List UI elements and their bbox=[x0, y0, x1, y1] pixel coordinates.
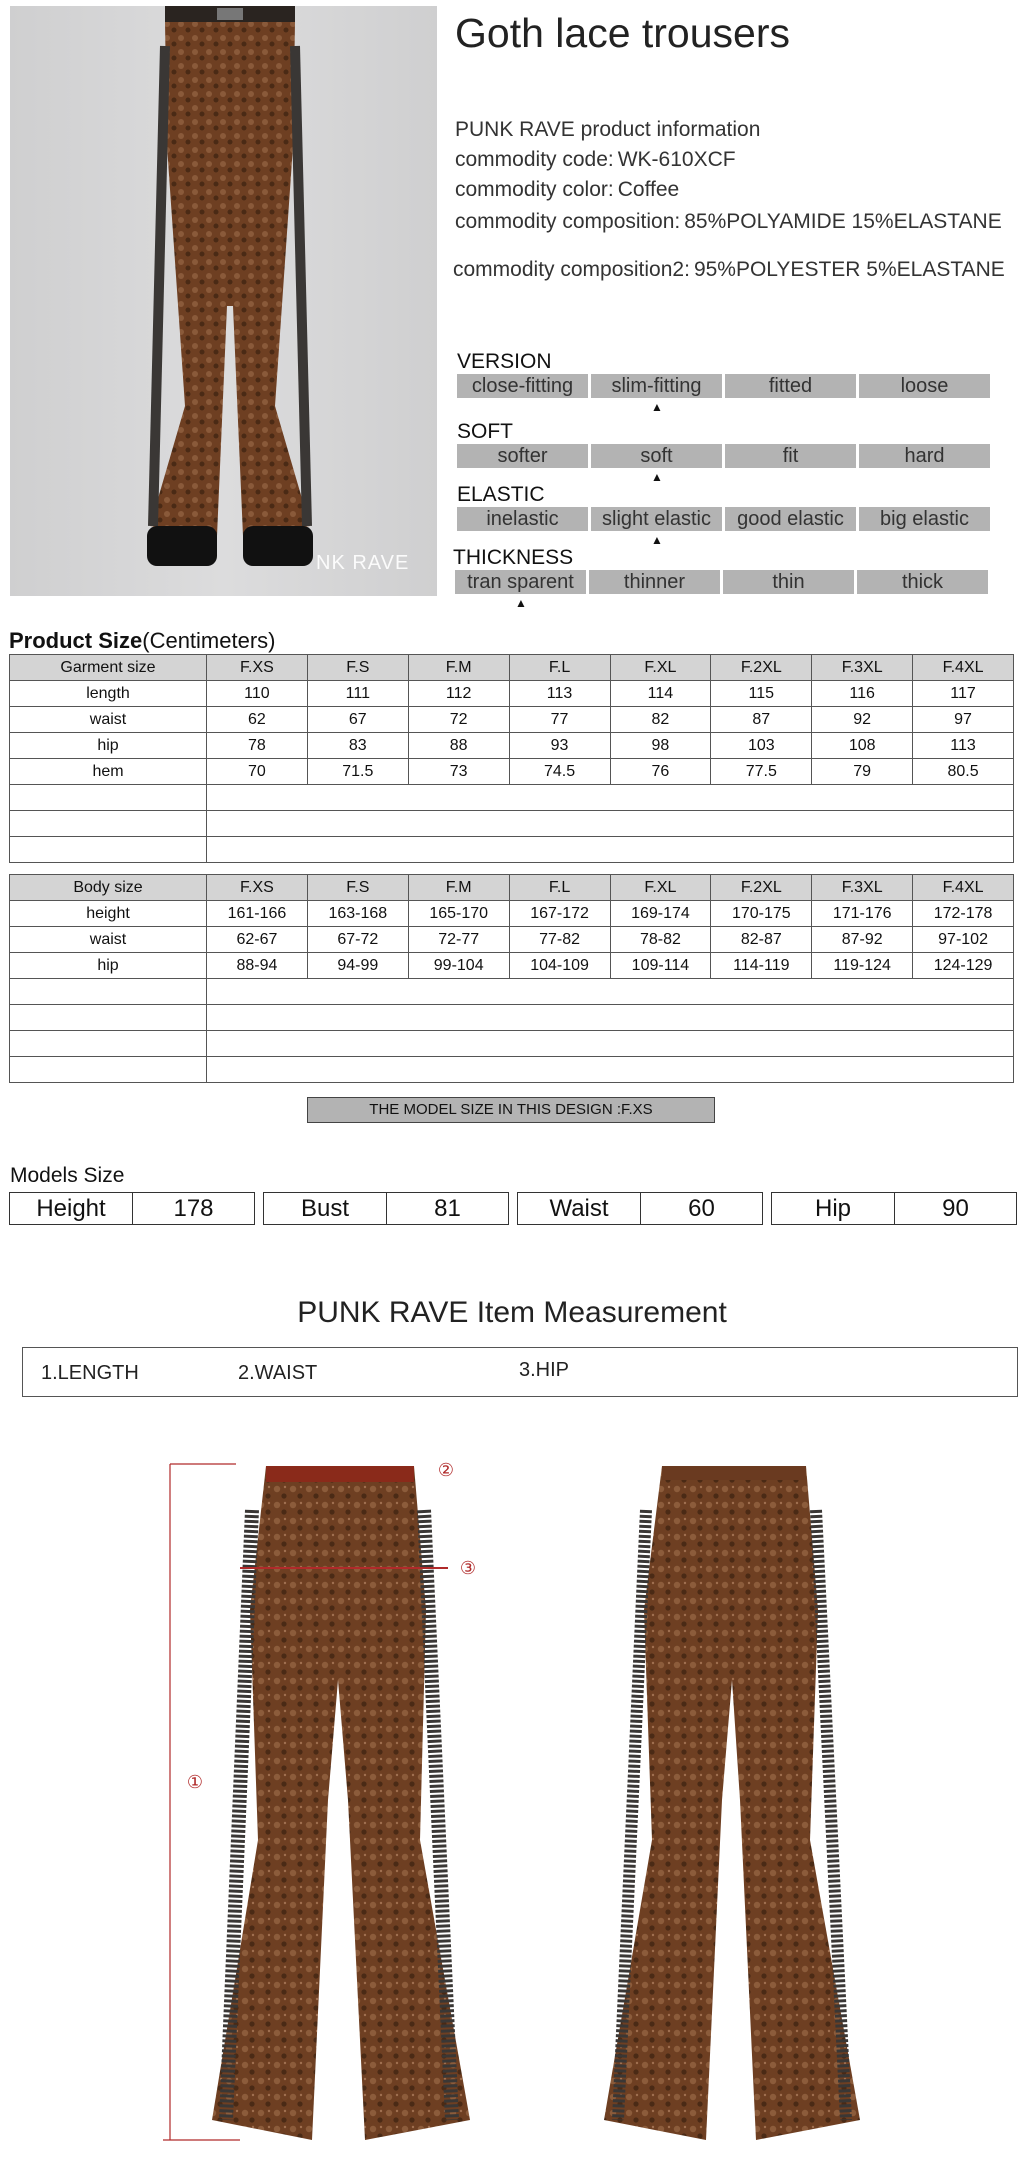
commodity-composition2-line bbox=[453, 258, 1005, 282]
model-size-banner: THE MODEL SIZE IN THIS DESIGN :F.XS bbox=[307, 1097, 715, 1123]
commodity-composition-value: 85%POLYAMIDE 15%ELASTANE bbox=[684, 210, 1002, 233]
table-cell: 99-104 bbox=[408, 953, 509, 979]
table-empty-row bbox=[10, 1057, 1014, 1083]
table-empty-row bbox=[10, 837, 1014, 863]
table-cell: 67-72 bbox=[307, 927, 408, 953]
table-cell: 87 bbox=[711, 707, 812, 733]
table-cell: height bbox=[10, 901, 207, 927]
table-empty-row bbox=[10, 1031, 1014, 1057]
table-cell: 72 bbox=[408, 707, 509, 733]
table-cell: 114 bbox=[610, 681, 711, 707]
table-cell: 103 bbox=[711, 733, 812, 759]
commodity-color-value: Coffee bbox=[617, 178, 680, 201]
brand-watermark: NK RAVE bbox=[316, 552, 410, 574]
model-measure-value: 178 bbox=[132, 1193, 254, 1224]
garment-size-table bbox=[9, 654, 1014, 863]
table-empty-row bbox=[10, 1005, 1014, 1031]
attr-option: good elastic bbox=[725, 507, 856, 531]
model-measure-value: 90 bbox=[894, 1193, 1016, 1224]
table-header-row bbox=[10, 875, 1014, 901]
table-cell: 70 bbox=[207, 759, 308, 785]
attr-option: thick bbox=[857, 570, 988, 594]
table-header-cell: F.XS bbox=[207, 875, 308, 901]
table-cell: 113 bbox=[913, 733, 1014, 759]
table-header-row bbox=[10, 655, 1014, 681]
model-measure-value: 60 bbox=[640, 1193, 762, 1224]
table-header-cell: F.XL bbox=[610, 655, 711, 681]
table-cell: 87-92 bbox=[812, 927, 913, 953]
table-cell: 171-176 bbox=[812, 901, 913, 927]
model-measure-label: Bust bbox=[300, 1195, 350, 1222]
table-cell: 77-82 bbox=[509, 927, 610, 953]
marker-waist: ② bbox=[437, 1460, 455, 1481]
table-header-cell: F.XS bbox=[207, 655, 308, 681]
table-cell: 74.5 bbox=[509, 759, 610, 785]
table-cell: 88-94 bbox=[207, 953, 308, 979]
table-cell: 124-129 bbox=[913, 953, 1014, 979]
table-header-cell: F.M bbox=[408, 875, 509, 901]
attr-option: fitted bbox=[725, 374, 856, 398]
table-cell: waist bbox=[10, 927, 207, 953]
brand-info-line: PUNK RAVE product information bbox=[455, 118, 761, 141]
commodity-color-line bbox=[455, 178, 679, 202]
product-photo bbox=[10, 6, 437, 596]
table-cell: 98 bbox=[610, 733, 711, 759]
commodity-code-line bbox=[455, 148, 736, 172]
attr-scale-version bbox=[457, 374, 990, 398]
table-cell bbox=[207, 1057, 1014, 1083]
table-header-cell: F.XL bbox=[610, 875, 711, 901]
attr-option: tran sparent bbox=[455, 570, 586, 594]
table-cell: 172-178 bbox=[913, 901, 1014, 927]
table-cell: 108 bbox=[812, 733, 913, 759]
attr-scale-thickness bbox=[455, 570, 988, 594]
body-size-table bbox=[9, 874, 1014, 1083]
table-cell bbox=[207, 811, 1014, 837]
table-cell bbox=[10, 811, 207, 837]
table-header-cell: F.L bbox=[509, 655, 610, 681]
table-row bbox=[10, 733, 1014, 759]
table-header-cell: F.L bbox=[509, 875, 610, 901]
table-cell: 167-172 bbox=[509, 901, 610, 927]
table-cell: 97-102 bbox=[913, 927, 1014, 953]
attr-label-soft: SOFT bbox=[457, 420, 513, 443]
table-empty-row bbox=[10, 811, 1014, 837]
table-header-cell: F.3XL bbox=[812, 655, 913, 681]
table-cell: hem bbox=[10, 759, 207, 785]
table-cell: 62 bbox=[207, 707, 308, 733]
attr-scale-elastic bbox=[457, 507, 990, 531]
selected-marker-icon: ▲ bbox=[651, 470, 663, 484]
table-cell bbox=[207, 979, 1014, 1005]
attr-label-version: VERSION bbox=[457, 350, 552, 373]
table-cell bbox=[207, 1031, 1014, 1057]
table-cell: 163-168 bbox=[307, 901, 408, 927]
table-cell: 82 bbox=[610, 707, 711, 733]
table-cell bbox=[10, 1031, 207, 1057]
table-cell: 78-82 bbox=[610, 927, 711, 953]
table-cell bbox=[207, 1005, 1014, 1031]
table-row bbox=[10, 681, 1014, 707]
table-cell bbox=[10, 837, 207, 863]
table-cell: hip bbox=[10, 953, 207, 979]
table-cell bbox=[207, 785, 1014, 811]
table-cell: hip bbox=[10, 733, 207, 759]
attr-option: soft bbox=[591, 444, 722, 468]
table-empty-row bbox=[10, 979, 1014, 1005]
table-empty-row bbox=[10, 785, 1014, 811]
commodity-code-label: commodity code: bbox=[455, 148, 614, 171]
attr-scale-soft bbox=[457, 444, 990, 468]
measurement-item-length: 1.LENGTH bbox=[41, 1362, 139, 1384]
table-cell bbox=[10, 785, 207, 811]
model-measure-value: 81 bbox=[386, 1193, 508, 1224]
model-measure-bust bbox=[263, 1192, 509, 1225]
selected-marker-icon: ▲ bbox=[651, 533, 663, 547]
attr-option: slim-fitting bbox=[591, 374, 722, 398]
table-cell: 72-77 bbox=[408, 927, 509, 953]
model-measure-label: Hip bbox=[814, 1195, 851, 1222]
table-cell: 92 bbox=[812, 707, 913, 733]
product-size-unit: (Centimeters) bbox=[142, 628, 276, 653]
model-measure-hip bbox=[771, 1192, 1017, 1225]
attr-option: close-fitting bbox=[457, 374, 588, 398]
table-header-cell: F.2XL bbox=[711, 875, 812, 901]
table-cell: 169-174 bbox=[610, 901, 711, 927]
attr-option: thin bbox=[723, 570, 854, 594]
models-size-title: Models Size bbox=[10, 1164, 125, 1187]
table-cell: 97 bbox=[913, 707, 1014, 733]
attr-label-elastic: ELASTIC bbox=[457, 483, 545, 506]
table-header-cell: F.S bbox=[307, 875, 408, 901]
table-cell: 73 bbox=[408, 759, 509, 785]
table-header-cell: F.2XL bbox=[711, 655, 812, 681]
models-size-row bbox=[9, 1192, 1017, 1225]
measurement-diagram bbox=[0, 1420, 1024, 2160]
table-cell bbox=[207, 837, 1014, 863]
table-header-cell: Body size bbox=[10, 875, 207, 901]
table-cell: 62-67 bbox=[207, 927, 308, 953]
table-cell: 115 bbox=[711, 681, 812, 707]
attr-option: inelastic bbox=[457, 507, 588, 531]
attr-option: loose bbox=[859, 374, 990, 398]
table-row bbox=[10, 759, 1014, 785]
marker-hip: ③ bbox=[459, 1558, 477, 1579]
table-cell: 113 bbox=[509, 681, 610, 707]
table-cell: 117 bbox=[913, 681, 1014, 707]
table-cell: 78 bbox=[207, 733, 308, 759]
model-measure-height bbox=[9, 1192, 255, 1225]
table-cell: 83 bbox=[307, 733, 408, 759]
table-cell: 79 bbox=[812, 759, 913, 785]
measurement-item-hip: 3.HIP bbox=[519, 1359, 570, 1381]
model-measure-label: Height bbox=[36, 1195, 106, 1222]
product-size-title bbox=[9, 628, 276, 654]
table-row bbox=[10, 901, 1014, 927]
commodity-composition-label: commodity composition: bbox=[455, 210, 681, 233]
table-header-cell: F.4XL bbox=[913, 875, 1014, 901]
trousers-back-illustration bbox=[604, 1466, 860, 2140]
table-header-cell: Garment size bbox=[10, 655, 207, 681]
table-cell: 109-114 bbox=[610, 953, 711, 979]
attr-option: hard bbox=[859, 444, 990, 468]
lace-trousers-front-illustration bbox=[135, 6, 325, 566]
measurement-legend bbox=[22, 1347, 1018, 1397]
table-cell: 77 bbox=[509, 707, 610, 733]
commodity-color-label: commodity color: bbox=[455, 178, 614, 201]
table-header-cell: F.4XL bbox=[913, 655, 1014, 681]
table-cell: 114-119 bbox=[711, 953, 812, 979]
selected-marker-icon: ▲ bbox=[515, 596, 527, 610]
table-cell: 82-87 bbox=[711, 927, 812, 953]
table-cell: 170-175 bbox=[711, 901, 812, 927]
commodity-composition2-value: 95%POLYESTER 5%ELASTANE bbox=[693, 258, 1005, 281]
table-cell: 119-124 bbox=[812, 953, 913, 979]
product-size-heading: Product Size bbox=[9, 628, 143, 653]
table-cell: 94-99 bbox=[307, 953, 408, 979]
table-cell bbox=[10, 1005, 207, 1031]
commodity-composition-line bbox=[455, 210, 1002, 234]
table-header-cell: F.M bbox=[408, 655, 509, 681]
table-cell: 111 bbox=[307, 681, 408, 707]
table-header-cell: F.3XL bbox=[812, 875, 913, 901]
attr-option: big elastic bbox=[859, 507, 990, 531]
table-cell: 80.5 bbox=[913, 759, 1014, 785]
table-cell: 71.5 bbox=[307, 759, 408, 785]
table-cell: 77.5 bbox=[711, 759, 812, 785]
table-row bbox=[10, 953, 1014, 979]
attr-option: thinner bbox=[589, 570, 720, 594]
product-title: Goth lace trousers bbox=[455, 10, 790, 56]
table-cell: 67 bbox=[307, 707, 408, 733]
selected-marker-icon: ▲ bbox=[651, 400, 663, 414]
commodity-code-value: WK-610XCF bbox=[617, 148, 736, 171]
table-cell: 110 bbox=[207, 681, 308, 707]
table-row bbox=[10, 927, 1014, 953]
attr-option: softer bbox=[457, 444, 588, 468]
measurement-item-waist: 2.WAIST bbox=[238, 1362, 318, 1384]
table-cell: 93 bbox=[509, 733, 610, 759]
attr-option: fit bbox=[725, 444, 856, 468]
table-cell: length bbox=[10, 681, 207, 707]
table-row bbox=[10, 707, 1014, 733]
table-cell: 88 bbox=[408, 733, 509, 759]
table-cell bbox=[10, 1057, 207, 1083]
table-cell: waist bbox=[10, 707, 207, 733]
commodity-composition2-label: commodity composition2: bbox=[453, 258, 690, 281]
attr-label-thickness: THICKNESS bbox=[453, 546, 574, 569]
measurement-title: PUNK RAVE Item Measurement bbox=[297, 1296, 727, 1329]
table-cell: 165-170 bbox=[408, 901, 509, 927]
trousers-front-illustration bbox=[212, 1466, 470, 2140]
table-cell bbox=[10, 979, 207, 1005]
table-cell: 161-166 bbox=[207, 901, 308, 927]
model-measure-waist bbox=[517, 1192, 763, 1225]
marker-length: ① bbox=[186, 1772, 204, 1793]
table-cell: 76 bbox=[610, 759, 711, 785]
table-cell: 116 bbox=[812, 681, 913, 707]
attr-option: slight elastic bbox=[591, 507, 722, 531]
table-cell: 104-109 bbox=[509, 953, 610, 979]
model-measure-label: Waist bbox=[549, 1195, 609, 1222]
table-header-cell: F.S bbox=[307, 655, 408, 681]
table-cell: 112 bbox=[408, 681, 509, 707]
